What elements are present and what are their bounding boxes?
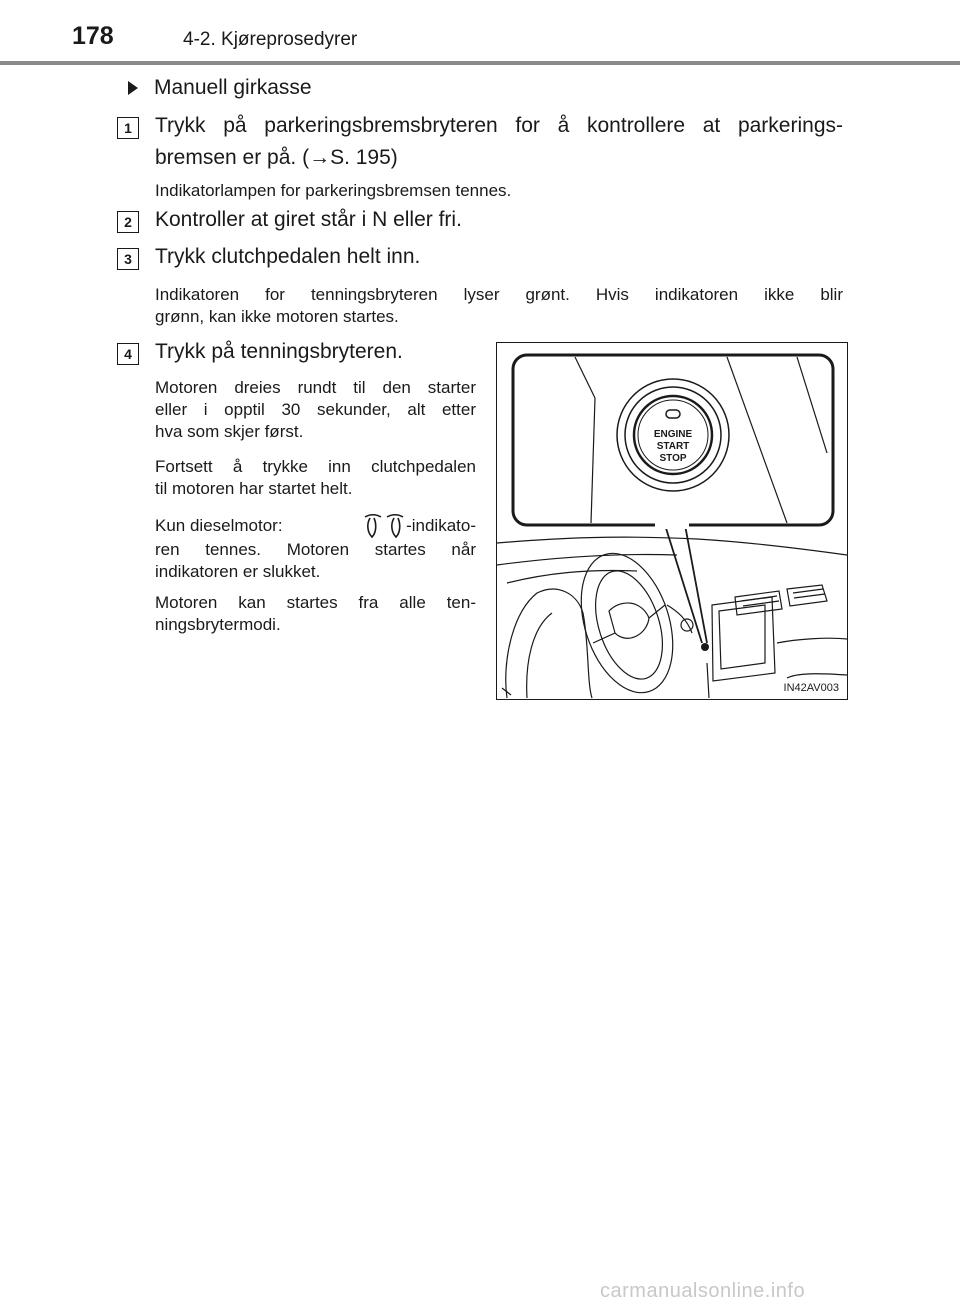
button-label-line-3: STOP [659, 453, 687, 464]
page-number: 178 [72, 22, 114, 50]
glow-plug-indicator-icon [362, 513, 406, 539]
step-number-1: 1 [117, 117, 139, 139]
step-3-note-line-2: grønn, kan ikke motoren startes. [155, 307, 399, 326]
step-4-note-1-line-3: hva som skjer først. [155, 422, 304, 441]
watermark: carmanualsonline.info [600, 1280, 806, 1302]
step-4-note-1-line-1: Motoren dreies rundt til den starter [155, 378, 476, 397]
step-3-text: Trykk clutchpedalen helt inn. [155, 245, 421, 268]
step-1-note: Indikatorlampen for parkeringsbremsen tennes. [155, 181, 512, 200]
step-4-note-3-lead: Kun dieselmotor: [155, 516, 283, 535]
step-3-note [155, 284, 843, 328]
step-1-line-2: bremsen er på. (→S. 195) [155, 146, 398, 169]
step-4-note-4 [155, 592, 476, 636]
step-4-note-4-line-1: Motoren kan startes fra alle ten- [155, 593, 476, 612]
step-4-note-2-line-1: Fortsett å trykke inn clutchpedalen [155, 457, 476, 476]
button-label-line-1: ENGINE [653, 429, 693, 440]
figure-code: IN42AV003 [783, 682, 839, 694]
step-4-note-1-line-2: eller i opptil 30 sekunder, alt etter [155, 400, 476, 419]
step-number-2: 2 [117, 211, 139, 233]
step-number-4: 4 [117, 343, 139, 365]
step-3-note-line-1: Indikatoren for tenningsbryteren lyser grønt. Hvis indikatoren ikke blir [155, 285, 843, 304]
section-title: 4-2. Kjøreprosedyrer [183, 29, 358, 50]
step-4-note-4-line-2: ningsbrytermodi. [155, 615, 281, 634]
step-4-note-2-line-2: til motoren har startet helt. [155, 479, 353, 498]
step-1-text [155, 110, 843, 174]
step-4-note-3-line-1 [155, 513, 476, 539]
step-4-note-1 [155, 377, 476, 443]
subheading-text: Manuell girkasse [154, 76, 312, 99]
step-2-text: Kontroller at giret står i N eller fri. [155, 208, 462, 231]
step-4-note-3-line-2: ren tennes. Motoren startes når [155, 540, 476, 559]
subheading [128, 76, 312, 100]
dashboard-drawing [497, 343, 847, 699]
header-divider [0, 61, 960, 65]
step-4-note-3 [155, 513, 476, 583]
step-4-note-2 [155, 456, 476, 500]
button-label-line-2: START [656, 441, 690, 452]
step-4-text: Trykk på tenningsbryteren. [155, 340, 403, 363]
engine-start-illustration [496, 342, 848, 700]
step-1-line-1: Trykk på parkeringsbremsbryteren for å kontrollere at parkerings- [155, 114, 843, 137]
triangle-bullet-icon [128, 81, 138, 95]
step-4-note-3-line-3: indikatoren er slukket. [155, 562, 321, 581]
step-4-note-3-suffix: -indikato- [406, 516, 476, 535]
step-number-3: 3 [117, 248, 139, 270]
